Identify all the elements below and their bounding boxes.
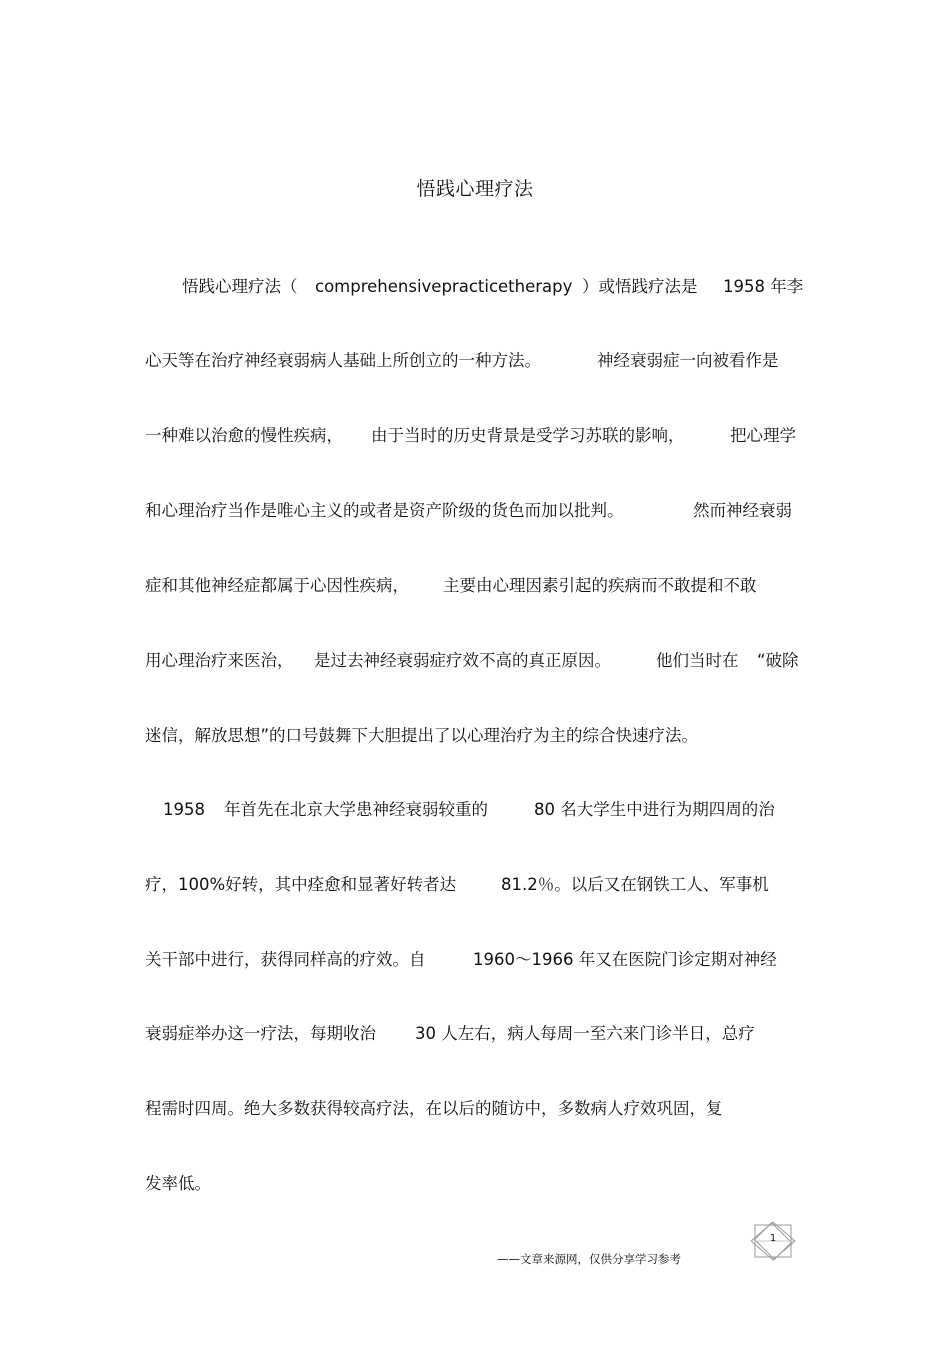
text-segment: “破除 [757,651,799,670]
text-segment: 1958 年李 [723,277,804,296]
text-line [145,499,805,523]
text-segment: 年首先在北京大学患神经衰弱较重的 [224,800,488,819]
text-segment: comprehensivepracticetherapy [315,277,573,296]
text-segment: 由于当时的历史背景是受学习苏联的影响， [371,426,685,445]
page-number: 1 [769,1233,777,1244]
text-segment: 程需时四周。绝大多数获得较高疗法，在以后的随访中，多数病人疗效巩固，复 [145,1099,723,1118]
text-segment: 迷信，解放思想”的口号鼓舞下大胆提出了以心理治疗为主的综合快速疗法。 [145,726,699,745]
text-line [145,1172,805,1196]
text-line [145,649,805,673]
text-line [145,798,805,822]
text-line [145,724,805,748]
text-segment: 心天等在治疗神经衰弱病人基础上所创立的一种方法。 [145,351,541,370]
text-line [145,1097,805,1121]
page-title: 悟践心理疗法 [416,178,534,200]
text-segment: 81.2％。以后又在钢铁工人、军事机 [501,875,769,894]
footer-source-text: ——文章来源网，仅供分享学习参考 [497,1252,681,1266]
text-segment: 一种难以治愈的慢性疾病， [145,426,343,445]
text-segment: 衰弱症举办这一疗法，每期收治 [145,1024,376,1043]
text-segment: 关干部中进行，获得同样高的疗效。自 [145,950,426,969]
text-segment: 症和其他神经症都属于心因性疾病， [145,576,409,595]
page-number-badge [749,1221,797,1261]
text-line [145,948,805,972]
text-segment: 1958 [163,800,205,819]
text-line [145,574,805,598]
text-segment: 把心理学 [730,426,796,445]
text-line [145,275,805,299]
text-segment: 他们当时在 [656,651,739,670]
text-line [145,1022,805,1046]
text-segment: 神经衰弱症一向被看作是 [597,351,779,370]
text-segment: 疗，100%好转，其中痊愈和显著好转者达 [145,875,457,894]
text-line [145,873,805,897]
text-segment: 然而神经衰弱 [693,501,792,520]
text-segment: 用心理治疗来医治， [145,651,294,670]
text-segment: 30 人左右，病人每周一至六来门诊半日，总疗 [415,1024,755,1043]
text-line [145,349,805,373]
text-segment: 主要由心理因素引起的疾病而不敢提和不敢 [443,576,757,595]
text-segment: ）或悟践疗法是 [582,277,698,296]
text-segment: 是过去神经衰弱症疗效不高的真正原因。 [314,651,611,670]
text-segment: 悟践心理疗法（ [182,277,298,296]
text-segment: 1960～1966 年又在医院门诊定期对神经 [473,950,777,969]
text-segment: 80 名大学生中进行为期四周的治 [534,800,775,819]
text-line [145,424,805,448]
text-segment: 发率低。 [145,1174,211,1193]
text-segment: 和心理治疗当作是唯心主义的或者是资产阶级的货色而加以批判。 [145,501,624,520]
